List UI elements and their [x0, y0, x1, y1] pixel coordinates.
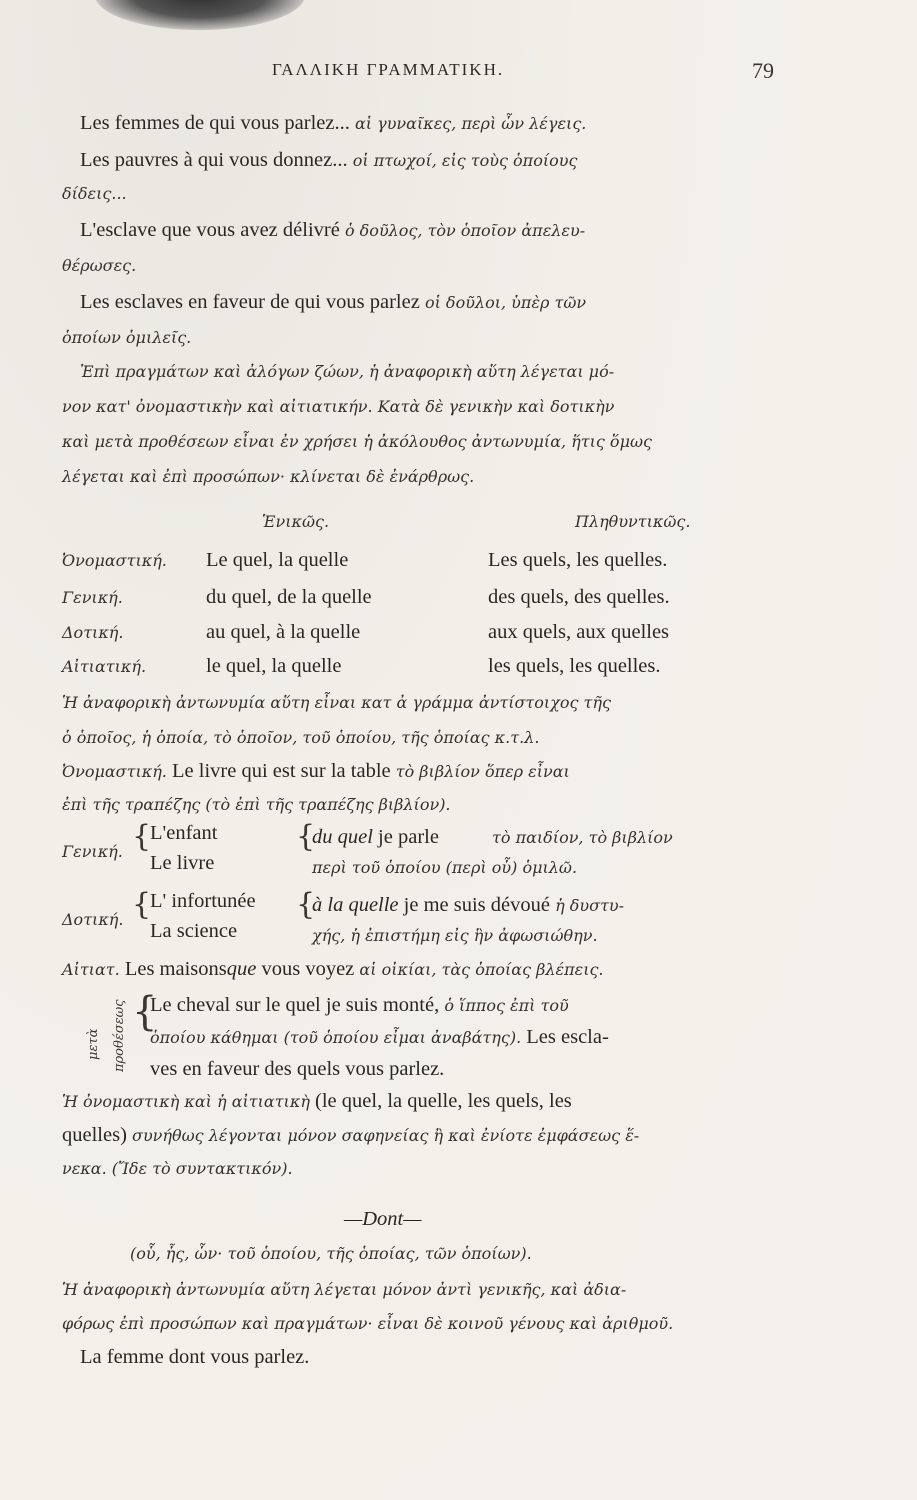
note-line: Ἡ ἀναφορικὴ ἀντωνυμία αὕτη εἶναι κατ ἀ γράμμα ἀντίστοιχος τῆς — [62, 693, 611, 712]
example-line-cont — [62, 326, 191, 349]
greek-text: Ἡ ὀνομαστικὴ καὶ ἡ αἰτιατικὴ — [62, 1092, 310, 1111]
prep-line — [150, 1026, 609, 1049]
singular-form: le quel, la quelle — [206, 655, 342, 677]
case-label: Δοτική. — [62, 623, 124, 642]
case-label: Γενική. — [62, 842, 123, 861]
note-line: ἐπὶ τῆς τραπέζης (τὸ ἐπὶ τῆς τραπέζης βιβλίον). — [62, 795, 451, 814]
accusative-example — [62, 958, 604, 981]
column-head-plural: Πληθυντικῶς. — [575, 512, 691, 531]
french-text: La science — [150, 920, 238, 942]
relative-pronoun: à la quelle — [312, 894, 399, 916]
french-text: Le cheval sur le quel je suis monté, — [150, 994, 440, 1016]
greek-text: θέρωσες. — [62, 256, 137, 275]
french-text: Le livre qui est sur la table — [172, 760, 391, 782]
nominative-example — [62, 760, 570, 783]
greek-text: αἱ γυναῖκες, περὶ ὧν λέγεις. — [354, 114, 587, 133]
side-label: μετὰ — [86, 1028, 101, 1060]
french-text: Les maisons — [124, 958, 227, 980]
greek-text: οἱ πτωχοί, εἰς τοὺς ὁποίους — [352, 151, 578, 170]
french-text: L' infortunée — [150, 890, 256, 912]
greek-text: περὶ τοῦ ὁποίου (περὶ οὗ) ὁμιλῶ. — [312, 858, 578, 877]
case-label: Γενική. — [62, 588, 123, 607]
singular-form: du quel, de la quelle — [206, 586, 372, 608]
note-line: Ἐπὶ πραγμάτων καὶ ἀλόγων ζώων, ἡ ἀναφορικὴ αὕτη λέγεται μό- — [80, 362, 615, 381]
french-text: L'esclave que vous avez délivré — [80, 219, 340, 241]
dative-middle — [312, 894, 624, 917]
singular-form: au quel, à la quelle — [206, 621, 361, 643]
brace: { — [132, 887, 152, 922]
running-title: ΓΑΛΛΙΚΗ ΓΡΑΜΜΑΤΙΚΗ. — [272, 60, 505, 79]
greek-text: ἡ δυστυ- — [555, 896, 625, 915]
note-line: ὁ ὁποῖος, ἡ ὁποία, τὸ ὁποῖον, τοῦ ὁποίου, τῆς ὁποίας κ.τ.λ. — [62, 728, 540, 747]
french-text: Les femmes de qui vous parlez... — [80, 112, 350, 134]
brace: { — [296, 819, 316, 854]
french-text: L'enfant — [150, 822, 218, 844]
french-text: je parle — [378, 826, 439, 848]
case-label: Αἰτιατική. — [62, 657, 147, 676]
example-line — [80, 149, 577, 172]
dont-example: La femme dont vous parlez. — [80, 1346, 310, 1368]
scan-smudge — [95, 0, 305, 30]
french-text: Les esclaves en faveur de qui vous parlez — [80, 291, 420, 313]
brace: { — [132, 989, 158, 1035]
greek-text: τὸ βιβλίον ὅπερ εἶναι — [395, 762, 570, 781]
brace: { — [296, 887, 316, 922]
french-text: vous voyez — [261, 958, 355, 980]
section-title: —Dont— — [344, 1208, 422, 1230]
note-line — [62, 1090, 572, 1113]
greek-text: οἱ δοῦλοι, ὑπὲρ τῶν — [424, 293, 587, 312]
greek-text: τὸ παιδίον, τὸ βιβλίον — [492, 828, 673, 847]
note-line — [62, 1124, 639, 1147]
greek-text: ὁποίων ὁμιλεῖς. — [62, 328, 192, 347]
french-text: Les escla- — [526, 1026, 609, 1048]
dont-forms: (οὗ, ἧς, ὧν· τοῦ ὁποίου, τῆς ὁποίας, τῶν ὁποίων). — [130, 1244, 532, 1263]
greek-text: ὁ δοῦλος, τὸν ὁποῖον ἀπελευ- — [344, 221, 586, 240]
column-head-singular: Ἑνικῶς. — [262, 512, 330, 531]
plural-form: des quels, des quelles. — [488, 586, 670, 608]
page-header — [0, 58, 917, 88]
greek-text: αἱ οἰκίαι, τὰς ὁποίας βλέπεις. — [359, 960, 604, 979]
relative-pronoun: du quel — [312, 826, 373, 848]
french-text: ves en faveur des quels vous parlez. — [150, 1058, 445, 1080]
note-line: νον κατ' ὀνομαστικὴν καὶ αἰτιατικήν. Κατὰ δὲ γενικὴν καὶ δοτικὴν — [62, 397, 615, 416]
french-text: Les pauvres à qui vous donnez... — [80, 149, 348, 171]
declension-row — [62, 549, 667, 572]
note-line: καὶ μετὰ προθέσεων εἶναι ἐν χρήσει ἡ ἀκόλουθος ἀντωνυμία, ἥτις ὅμως — [62, 432, 652, 451]
case-label: Αἰτιατ. — [62, 960, 120, 979]
example-line — [80, 112, 586, 135]
french-text: quelles) — [62, 1124, 127, 1146]
brace: { — [132, 819, 152, 854]
french-text: je me suis dévoué — [403, 894, 550, 916]
relative-pronoun: que — [226, 958, 257, 980]
note-line: Ἡ ἀναφορικὴ ἀντωνυμία αὕτη λέγεται μόνον ἀντὶ γενικῆς, καὶ ἀδια- — [62, 1280, 627, 1299]
declension-row — [62, 655, 661, 678]
case-label: Δοτική. — [62, 910, 124, 929]
french-text: Le livre — [150, 852, 215, 874]
plural-form: les quels, les quelles. — [488, 655, 661, 677]
example-line — [80, 291, 586, 314]
side-label: προθέσεως — [112, 999, 127, 1072]
case-label: Ὀνομαστική. — [62, 762, 167, 781]
french-text: (le quel, la quelle, les quels, les — [315, 1090, 572, 1112]
declension-row — [62, 586, 670, 609]
greek-text: δίδεις... — [62, 184, 127, 203]
example-line — [80, 219, 585, 242]
genitive-middle — [312, 826, 439, 849]
prep-line — [150, 1058, 444, 1081]
example-line-cont — [62, 254, 136, 277]
plural-form: aux quels, aux quelles — [488, 621, 670, 643]
declension-row — [62, 621, 669, 644]
singular-form: Le quel, la quelle — [206, 549, 349, 571]
case-label: Ὀνομαστική. — [62, 551, 167, 570]
note-line: λέγεται καὶ ἐπὶ προσώπων· κλίνεται δὲ ἐνάρθρως. — [62, 467, 475, 486]
greek-text: χής, ἡ ἐπιστήμη εἰς ἣν ἀφωσιώθην. — [312, 926, 598, 945]
example-line-cont — [62, 182, 127, 205]
page-number: 79 — [752, 58, 774, 83]
greek-text: συνήθως λέγονται μόνον σαφηνείας ἢ καὶ ἐνίοτε ἐμφάσεως ἕ- — [132, 1126, 640, 1145]
greek-text: ὁ ἵππος ἐπὶ τοῦ — [444, 996, 569, 1015]
greek-text: ὁποίου κάθημαι (τοῦ ὁποίου εἶμαι ἀναβάτης). — [150, 1028, 522, 1047]
note-line: νεκα. (Ἴδε τὸ συντακτικόν). — [62, 1159, 293, 1178]
note-line: φόρως ἐπὶ προσώπων καὶ πραγμάτων· εἶναι δὲ κοινοῦ γένους καὶ ἀριθμοῦ. — [62, 1314, 674, 1333]
plural-form: Les quels, les quelles. — [488, 549, 668, 571]
prep-line — [150, 994, 569, 1017]
